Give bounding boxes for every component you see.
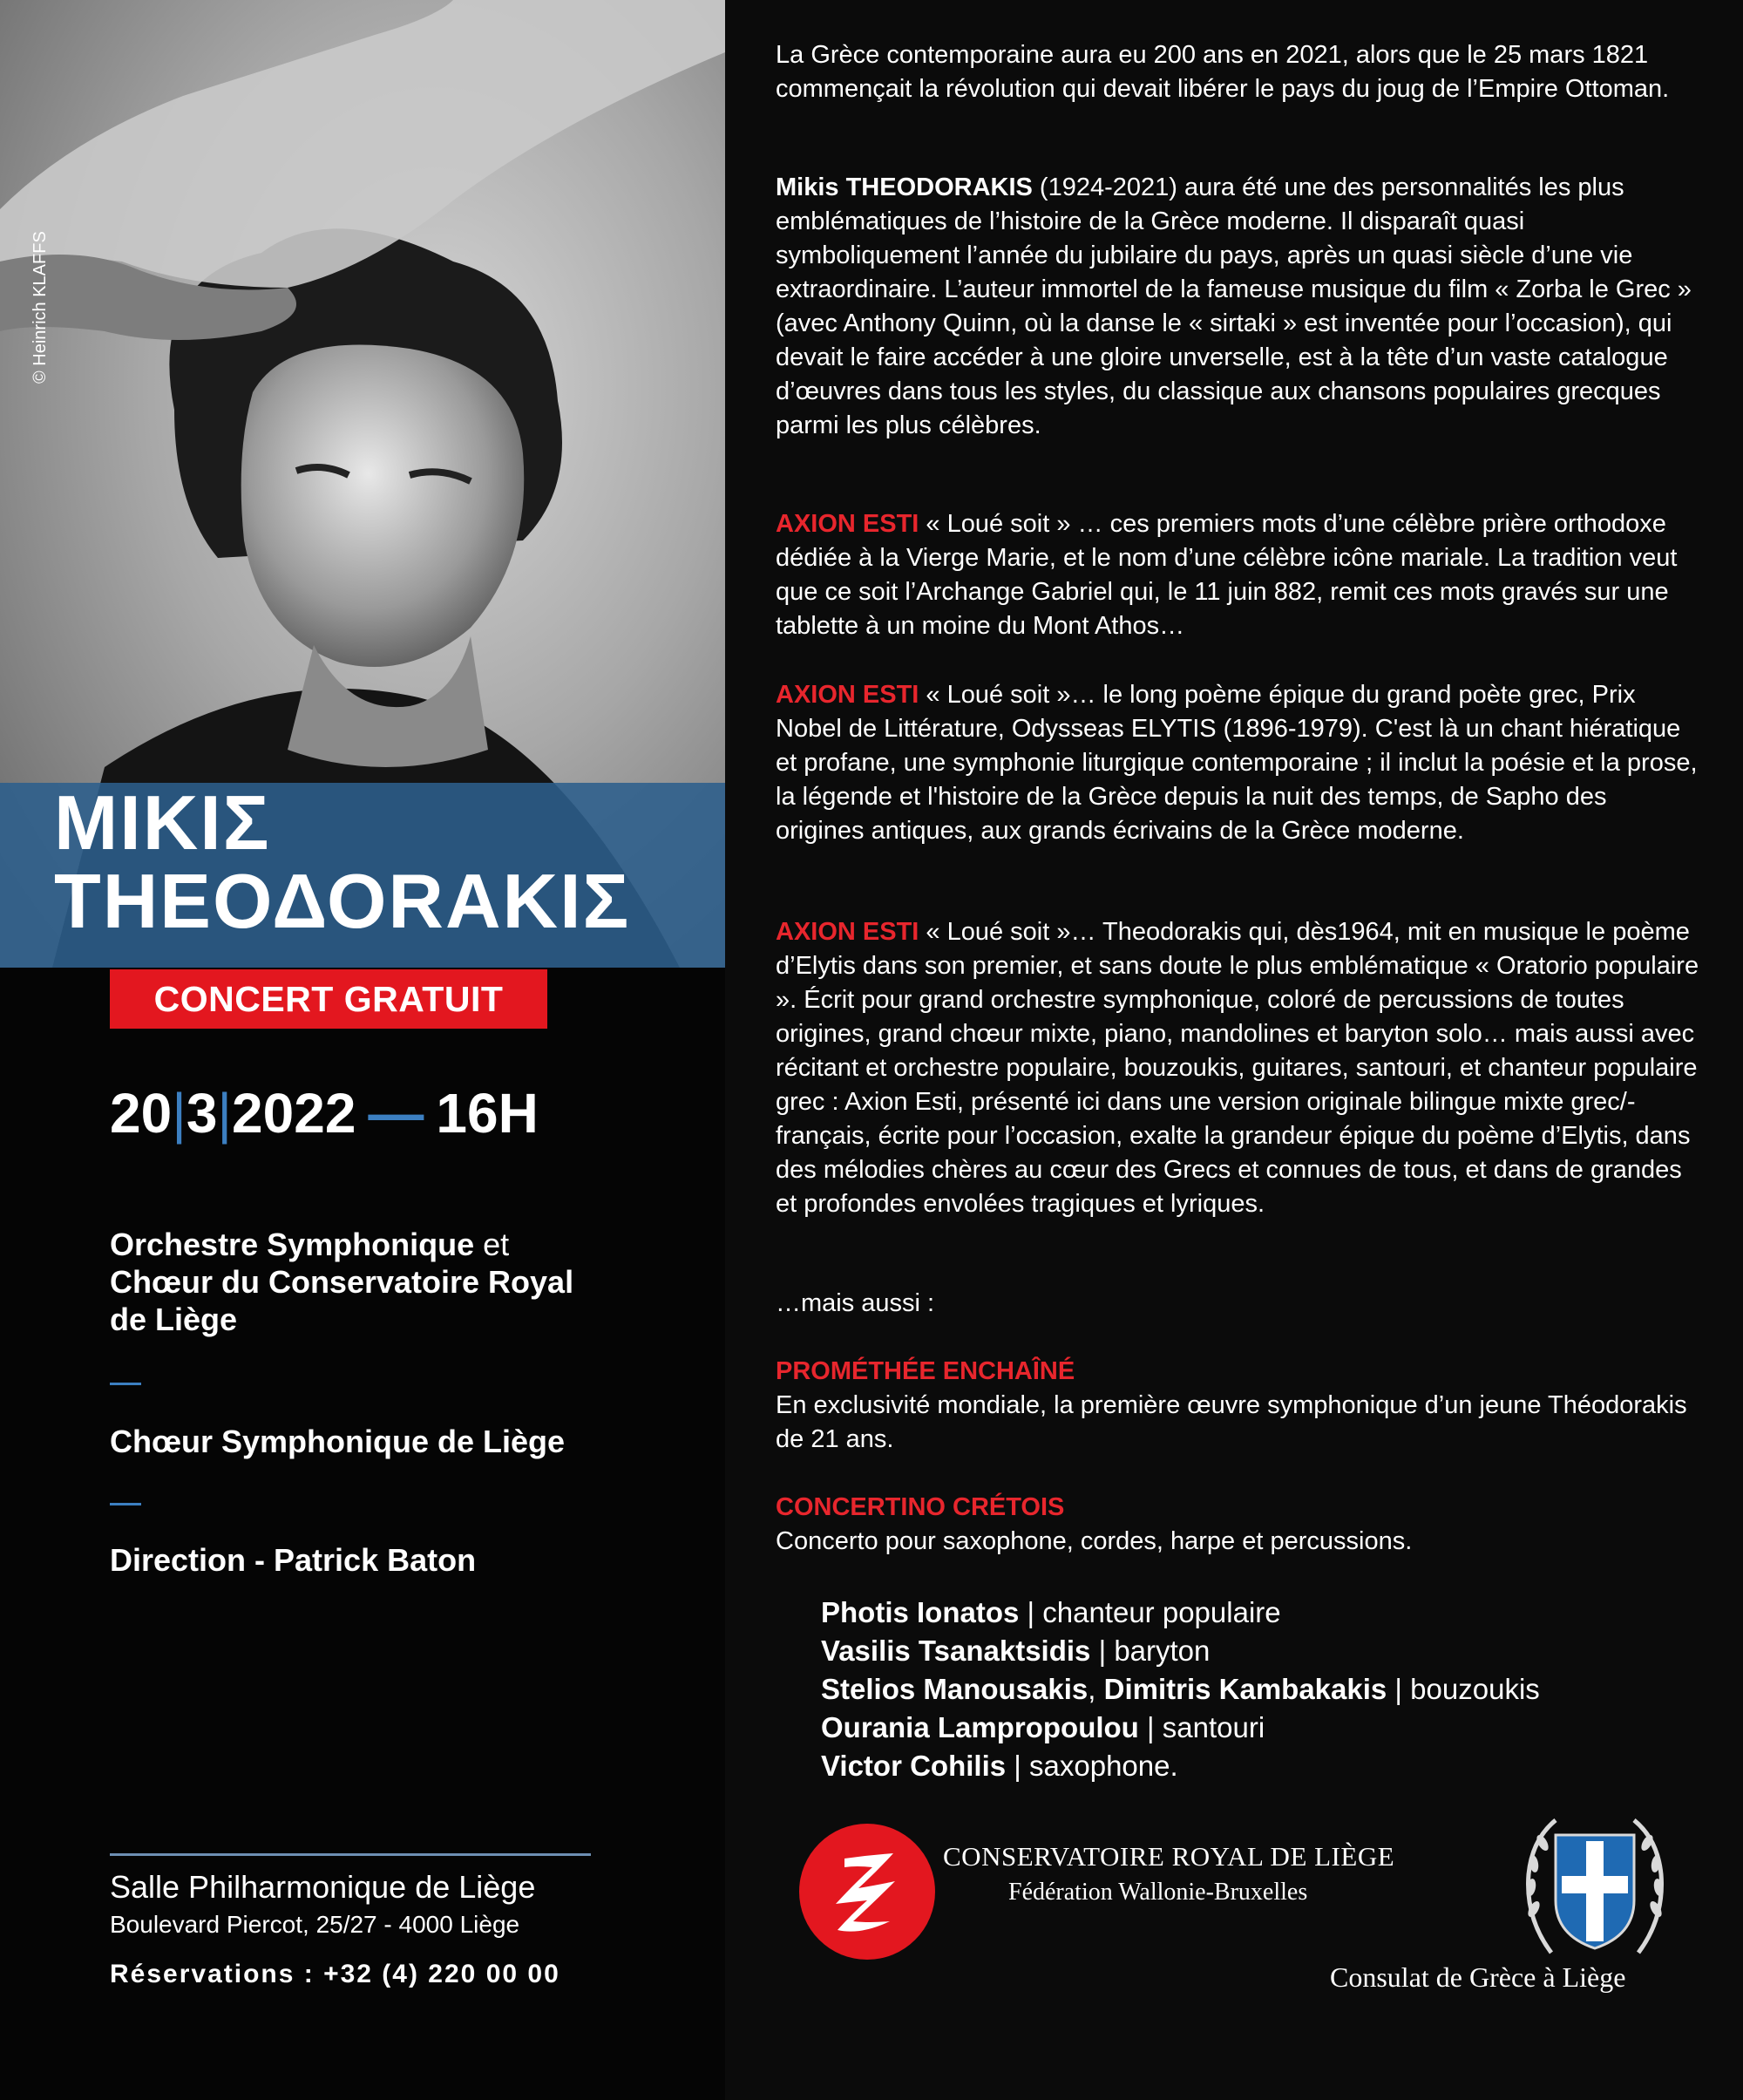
mikis-paragraph: [776, 171, 1699, 443]
axion-body-1: « Loué soit » … ces premiers mots d’une célèbre prière orthodoxe dédiée à la Vierge Marie, et le nom d’une célèbre icône mariale. La tradition veut que ce soit l’Archange Gabriel qui, le 11 juin 882, remit ces mots gravés sur une tablette à un moine du Mont Athos…: [776, 510, 1678, 640]
date-day: 20: [110, 1082, 173, 1145]
axion-label: AXION ESTI: [776, 510, 919, 538]
consulate-name: Consulat de Grèce à Liège: [1330, 1961, 1626, 1993]
composer-name-line2: ΤΗΕΟΔΟRΑΚΙΣ: [54, 858, 631, 944]
soloist-row: [821, 1670, 1540, 1709]
soloist-row: [821, 1747, 1540, 1785]
soloist-name: Photis Ionatos: [821, 1596, 1020, 1628]
venue-address: Boulevard Piercot, 25/27 - 4000 Liège: [110, 1911, 520, 1938]
soloist-name: Victor Cohilis: [821, 1750, 1007, 1782]
soloist-role: | santouri: [1138, 1711, 1265, 1743]
venue-name: Salle Philharmonique de Liège: [110, 1869, 536, 1905]
soloist-name: Stelios Manousakis: [821, 1673, 1089, 1705]
reservations-phone[interactable]: Réservations : +32 (4) 220 00 00: [110, 1960, 560, 1988]
conductor-credit: Direction - Patrick Baton: [110, 1542, 477, 1578]
mikis-name: Mikis THEODORAKIS: [776, 173, 1033, 201]
conservatoire-logo-icon: [799, 1824, 935, 1960]
soloist-role: | bouzoukis: [1387, 1673, 1540, 1705]
soloist-separator: ,: [1088, 1673, 1104, 1705]
soloist-name: Dimitris Kambakakis: [1103, 1673, 1387, 1705]
soloist-row: [821, 1632, 1540, 1670]
axion-paragraph-2: [776, 678, 1699, 848]
soloist-row: [821, 1709, 1540, 1747]
date-month: 3: [186, 1082, 218, 1145]
venue-divider: [110, 1853, 591, 1856]
date-separator: |: [217, 1082, 233, 1145]
axion-paragraph-3: [776, 915, 1699, 1221]
concert-time: 16H: [436, 1082, 539, 1145]
greek-coat-of-arms-icon: [1516, 1804, 1673, 1966]
federation-name: Fédération Wallonie-Bruxelles: [1008, 1879, 1308, 1906]
soloist-role: | baryton: [1090, 1634, 1211, 1667]
soloist-name: Vasilis Tsanaktsidis: [821, 1634, 1091, 1667]
conservatoire-choir: Chœur du Conservatoire Royal: [110, 1264, 574, 1300]
soloists-list: [821, 1594, 1540, 1785]
symphonic-choir: Chœur Symphonique de Liège: [110, 1424, 566, 1459]
orchestra-name: Orchestre Symphonique: [110, 1227, 475, 1262]
conservatoire-name: CONSERVATOIRE ROYAL DE LIÈGE: [943, 1841, 1395, 1872]
concertino-block: [776, 1491, 1699, 1559]
concertino-title: CONCERTINO CRÉTOIS: [776, 1493, 1065, 1521]
mikis-body: (1924-2021) aura été une des personnalités les plus emblématiques de l’histoire de la Grèce moderne. Il disparaît quasi symboliquement l’année du jubilaire du pays, après un quasi siècle d’une vie extraordinaire. L’auteur immortel de la fameuse musique du film « Zorba le Grec » (avec Anthony Quinn, où la danse le « sirtaki » est inventée pour l’occasion), qui devait le faire accéder à une gloire unverselle, est à la tête d’un vaste catalogue d’œuvres dans tous les styles, du classique aux chansons populaires grecques parmi les plus célèbres.: [776, 173, 1692, 439]
soloist-role: | saxophone.: [1006, 1750, 1178, 1782]
blue-dash-divider: [110, 1503, 141, 1505]
axion-label: AXION ESTI: [776, 681, 919, 709]
axion-body-2: « Loué soit »… le long poème épique du grand poète grec, Prix Nobel de Littérature, Odysseas ELYTIS (1896-1979). C'est là un chant hiératique et profane, une symphonie liturgique contemporaine ; il inclut la poésie et la prose, la légende et l'histoire de la Grèce depuis la nuit des temps, de Sapho des origines antiques, aux grands écrivains de la Grèce moderne.: [776, 681, 1698, 845]
orchestra-credit: [110, 1226, 573, 1338]
conservatoire-choir-line2: de Liège: [110, 1301, 238, 1337]
blue-dash-divider: [110, 1383, 141, 1385]
intro-paragraph: La Grèce contemporaine aura eu 200 ans en 2021, alors que le 25 mars 1821 commençait la révolution qui devait libérer le pays du joug de l’Empire Ottoman.: [776, 41, 1670, 103]
left-panel: [0, 0, 725, 2100]
axion-label: AXION ESTI: [776, 918, 919, 946]
but-also: …mais aussi :: [776, 1289, 935, 1317]
composer-name-line1: ΜΙΚΙΣ: [54, 779, 271, 866]
date-year: 2022: [232, 1082, 356, 1145]
axion-paragraph-1: [776, 507, 1699, 643]
soloist-row: [821, 1594, 1540, 1632]
date-dash: —: [368, 1082, 424, 1145]
soloist-role: | chanteur populaire: [1019, 1596, 1281, 1628]
promethee-body: En exclusivité mondiale, la première œuvre symphonique d’un jeune Théodorakis de 21 ans.: [776, 1391, 1687, 1453]
concert-date: [110, 1081, 539, 1145]
soloist-name: Ourania Lampropoulou: [821, 1711, 1139, 1743]
concertino-body: Concerto pour saxophone, cordes, harpe et percussions.: [776, 1527, 1413, 1555]
orchestra-conjunction: et: [474, 1227, 510, 1262]
photo-credit: © Heinrich KLAFFS: [31, 231, 50, 384]
free-concert-badge: CONCERT GRATUIT: [110, 969, 547, 1029]
promethee-title: PROMÉTHÉE ENCHAÎNÉ: [776, 1357, 1075, 1385]
date-separator: |: [172, 1082, 187, 1145]
axion-body-3: « Loué soit »… Theodorakis qui, dès1964, mit en musique le poème d’Elytis dans son premier, et sans doute le plus emblématique « Oratorio populaire ». Écrit pour grand orchestre symphonique, coloré de percussions de toutes origines, grand chœur mixte, piano, mandolines et baryton solo… mais aussi avec récitant et orchestre populaire, bouzoukis, guitares, santouri, et chanteur populaire grec : Axion Esti, présenté ici dans une version originale bilingue mixte grec/-français, écrite pour l’occasion, exalte la grandeur épique du poème d’Elytis, dans des mélodies chères au cœur des Grecs et connues de tous, et dans de grandes et profondes envolées tragiques et lyriques.: [776, 918, 1699, 1218]
promethee-block: [776, 1355, 1699, 1457]
